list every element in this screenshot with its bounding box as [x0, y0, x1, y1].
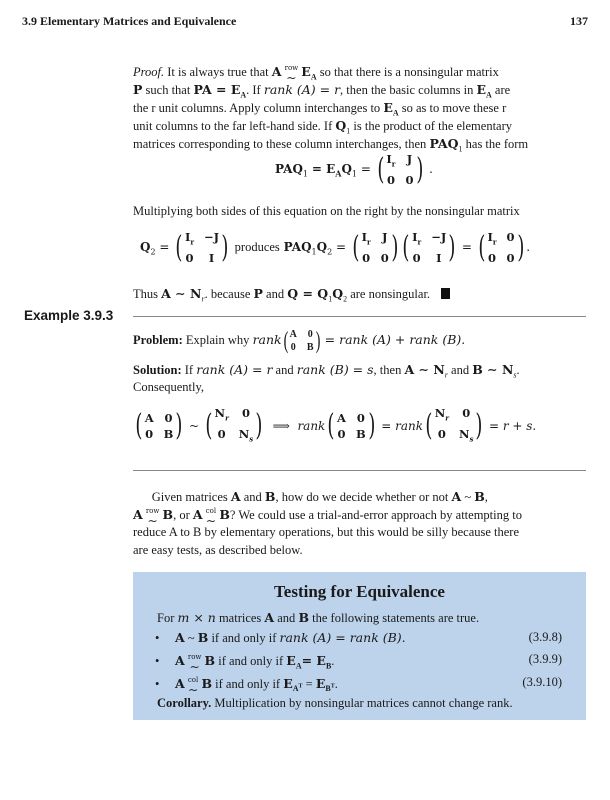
proof-line-4: unit columns to the far left-hand side. If $Q_1$ is the product of the elementary [133, 118, 513, 136]
equation-q2: $Q_2$ = ( $I_r$ −J 0 I ) produces $PAQ_1Q_2$ = ( $I_r$ J 0 0 ) ( $I_r$ −J 0 I ) = ( $I_r$ 0 0 0 ) . [140, 229, 531, 266]
example-bottom-rule [133, 470, 586, 471]
row-equivalence-symbol: row ∼ [284, 64, 299, 86]
discussion-line-2: A row ∼ B, or A col ∼ B? We could use a trial-and-error approach by attempting to [133, 507, 522, 529]
equation-paq1: $PAQ_1 = E_AQ_1$ = ( $I_r$ J 0 0 ) . [275, 151, 433, 188]
equation-number-1: (3.9.8) [528, 630, 562, 644]
solution-label: Solution: [133, 363, 182, 377]
proof-line-5: matrices corresponding to these column interchanges, then $PAQ_1$ has the form [133, 136, 529, 154]
solution-line: Solution: If rank (A) = r and rank (B) = s, then A ∼ $N_r$ and B ∼ $N_s$. [133, 362, 520, 380]
example-label: Example 3.9.3 [24, 308, 114, 323]
equation-block-rank: ( A 0 0 B ) ~ ( $N_r$ 0 0 $N_s$ ) ⟹ rank ( A 0 0 B ) = rank ( $N_r$ 0 0 $N_s$ ) = r + s. [135, 406, 537, 444]
thus-line: Thus A ∼ $N_r$. because P and $Q = Q_1Q_2$ are nonsingular. [133, 284, 586, 309]
box-intro: For m × n matrices A and B the following statements are true. [157, 610, 480, 625]
box-item-1: • A ~ B if and only if rank (A) = rank (B). [155, 630, 406, 645]
page-number: 137 [570, 14, 588, 28]
section-header: 3.9 Elementary Matrices and Equivalence [22, 14, 237, 28]
matrix-ir-j: ( $I_r$ J 0 0 ) [377, 151, 423, 188]
equation-number-2: (3.9.9) [528, 652, 562, 666]
box-item-3: • A col ∼ B if and only if $E_{A^T} = E_{B^T}$. [155, 675, 338, 697]
multiply-line: Multiplying both sides of this equation on the right by the nonsingular matrix [133, 204, 520, 218]
problem-line: Problem: Explain why rank ( A 0 0 B ) = rank (A) + rank (B). [133, 328, 466, 354]
proof-line-2: P such that PA = $E_A$. If rank (A) = r, then the basic columns in $E_A$ are [133, 82, 511, 100]
problem-label: Problem: [133, 332, 183, 347]
example-top-rule [133, 316, 586, 317]
corollary-label: Corollary. [157, 696, 212, 710]
proof-label: Proof. [133, 65, 165, 79]
discussion-line-1: Given matrices A and B, how do we decide whether or not A ~ B, [151, 489, 488, 504]
corollary: Corollary. Multiplication by nonsingular matrices cannot change rank. [157, 696, 513, 710]
discussion-line-4: are easy tests, as described below. [133, 543, 303, 557]
equation-number-3: (3.9.10) [522, 675, 562, 689]
box-title: Testing for Equivalence [274, 582, 445, 601]
proof-line-3: the r unit columns. Apply column interchanges to $E_A$ so as to move these r [133, 100, 507, 118]
box-item-2: • A row ∼ B if and only if $E_A= E_B$. [155, 652, 335, 674]
consequently-line: Consequently, [133, 380, 205, 394]
proof-line-1: Proof. It is always true that A row ∼ $E_A$ so that there is a nonsingular matrix [133, 64, 499, 86]
discussion-line-3: reduce A to B by elementary operations, but this would be silly because there [133, 525, 520, 539]
testing-box [133, 572, 586, 720]
qed-square [441, 288, 450, 299]
